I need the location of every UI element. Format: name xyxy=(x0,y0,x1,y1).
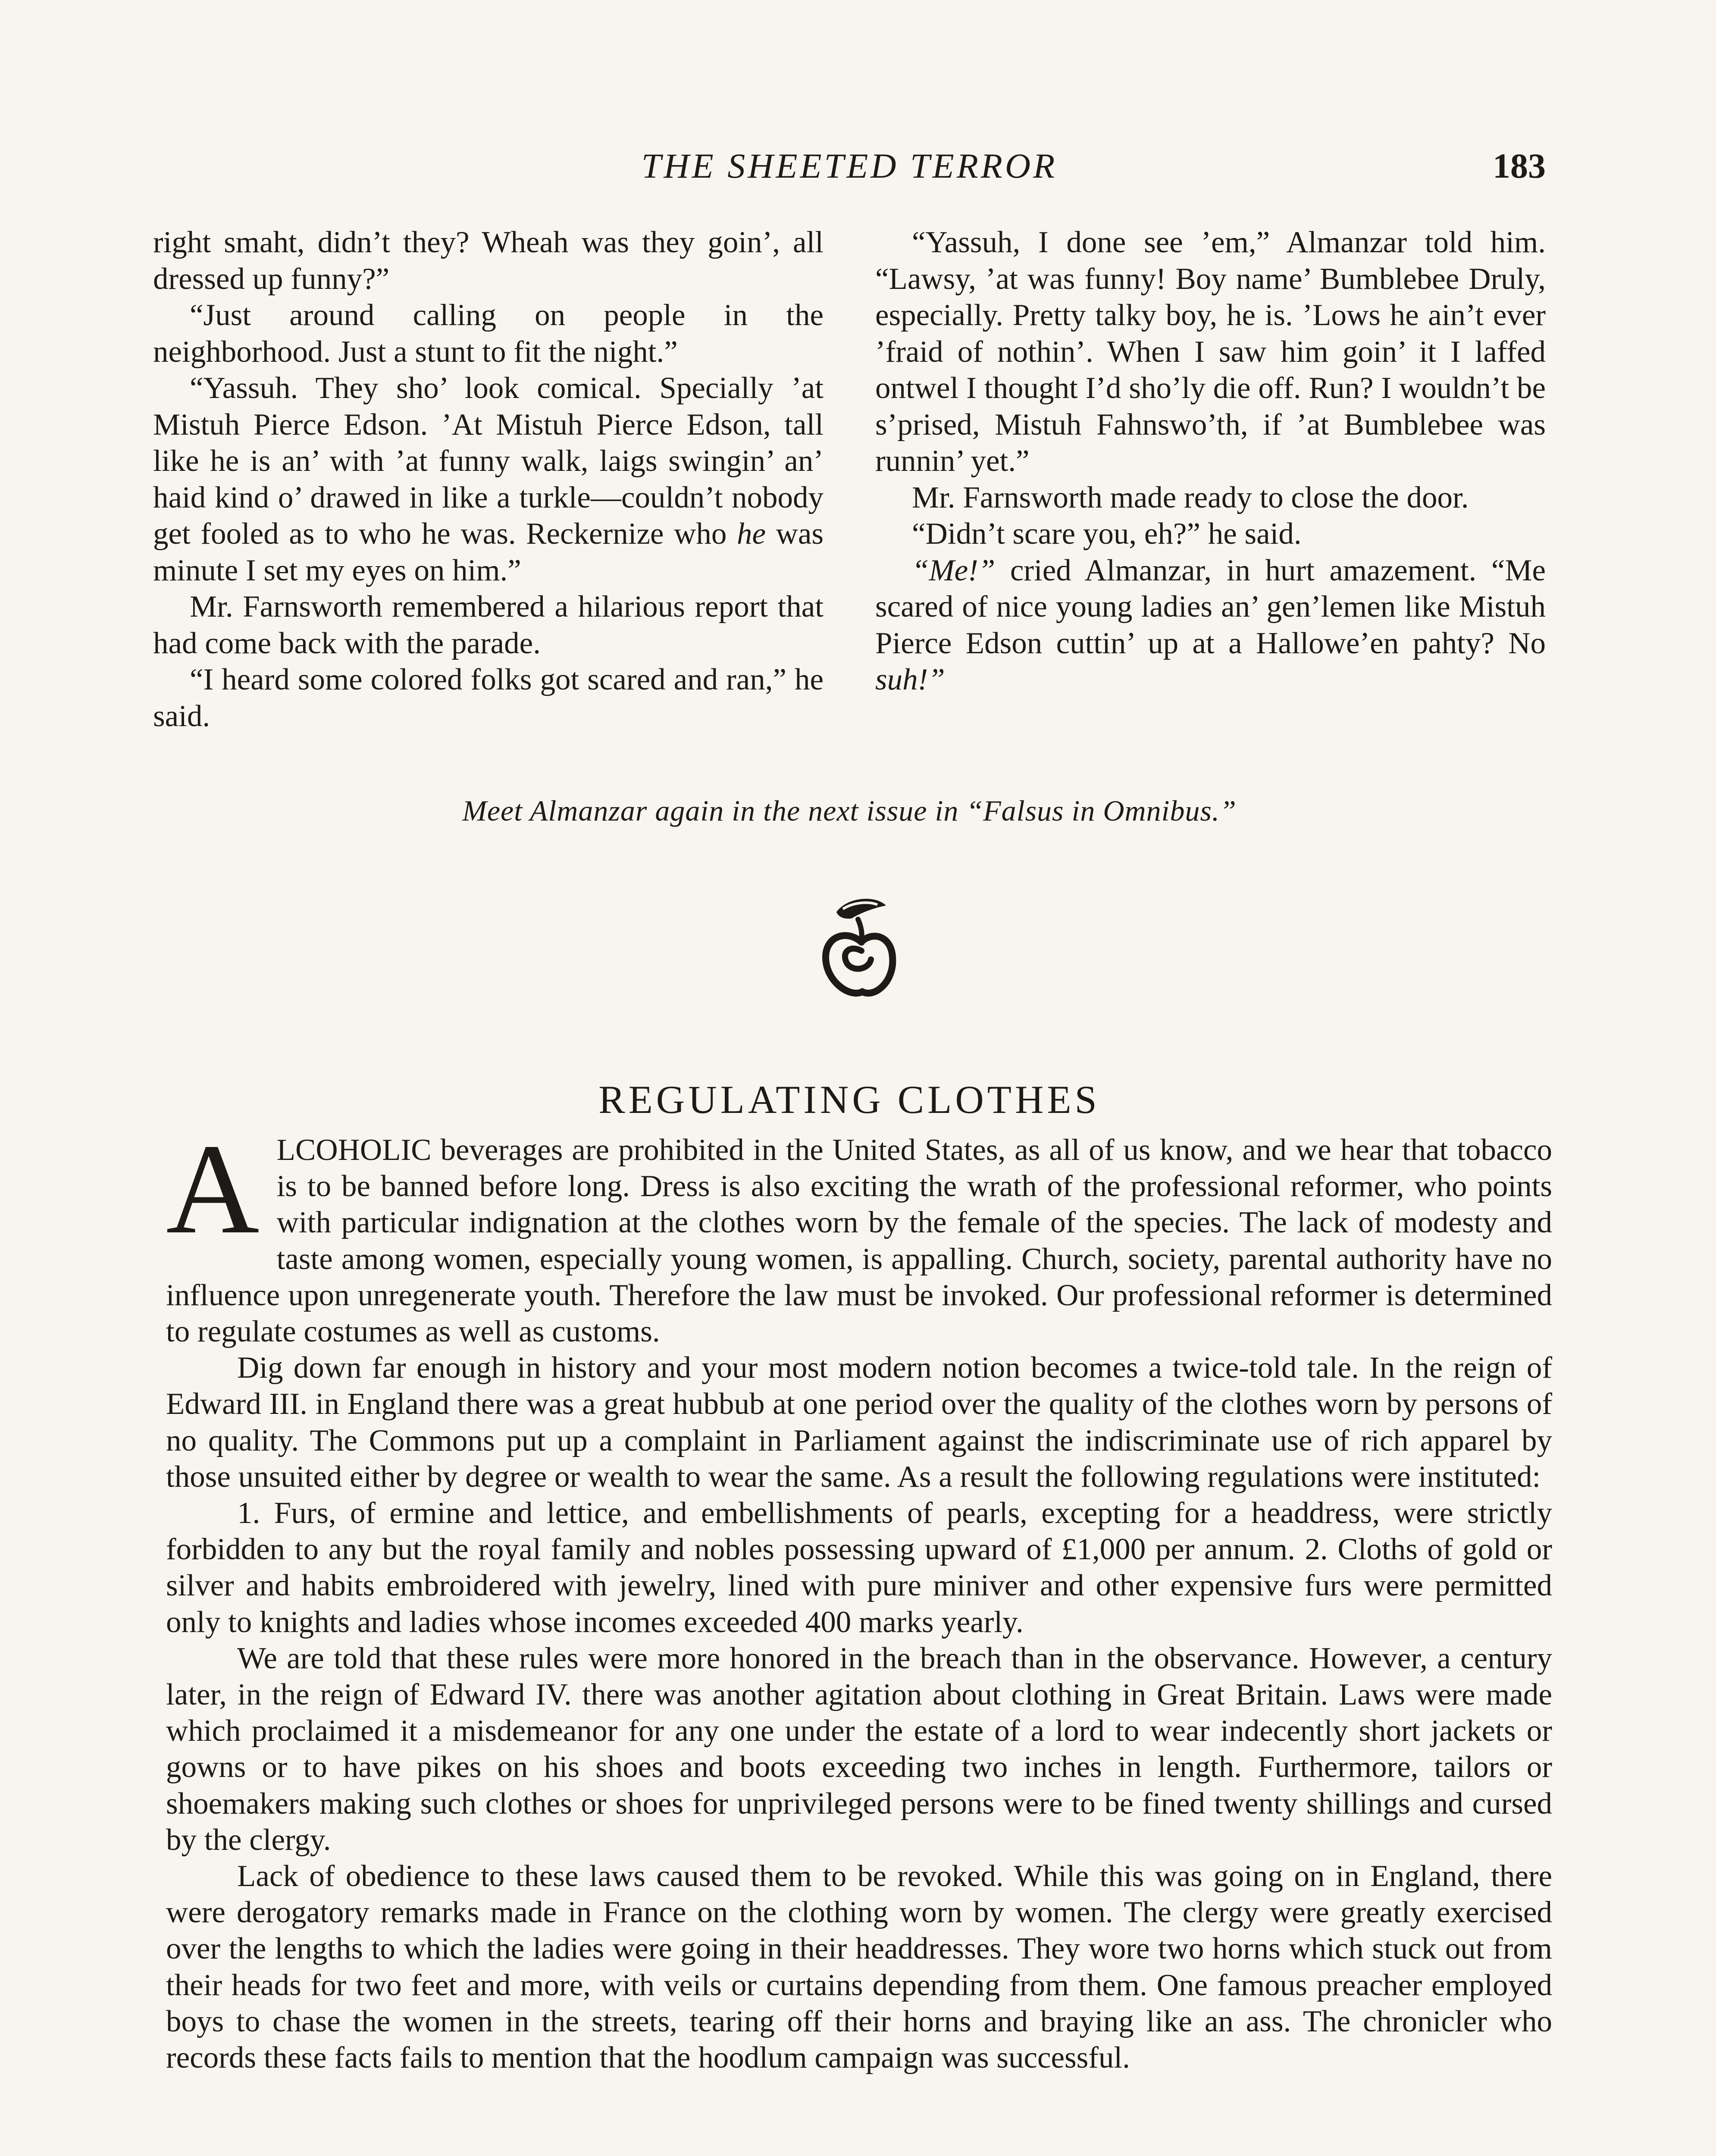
story-paragraph: “Didn’t scare you, eh?” he said. xyxy=(912,517,1302,551)
story-right-column xyxy=(875,224,1546,785)
apple-ornament-icon xyxy=(811,893,905,1005)
running-header xyxy=(153,142,1546,190)
story-left-column xyxy=(153,224,824,785)
story-emphasis: suh!” xyxy=(875,663,945,696)
story-paragraph: Mr. Farnsworth made ready to close the door. xyxy=(912,480,1469,514)
article-paragraph: We are told that these rules were more honored in the breach than in the observance. However, a century later, in the reign of Edward IV. there was another agitation about clothing in Great Britain. Laws were made which proclaimed it a misdemeanor for any one under the estate of a lord to wear indecently short jackets or gowns or to have pikes on his shoes and boots exceeding two inches in length. Furthermore, tailors or shoemakers making such clothes or shoes for unprivileged persons were to be fined twenty shillings and cursed by the clergy. xyxy=(166,1641,1552,1857)
article-paragraph: Lack of obedience to these laws caused them to be revoked. While this was going on in England, there were derogatory remarks made in France on the clothing worn by women. The clergy were greatly exercised over the lengths to which the ladies were going in their headdresses. They wore two horns which stuck out from their heads for two feet and more, with veils or curtains depending from them. One famous preacher employed boys to chase the women in the streets, tearing off their horns and braying like an ass. The chronicler who records these facts fails to mention that the hoodlum campaign was successful. xyxy=(166,1859,1552,2075)
story-text: cried Almanzar, in hurt amazement. “Me scared of nice young ladies an’ gen’lemen like Mistuh Pierce Edson cuttin’ up at a Hallowe’en pahty? No xyxy=(875,553,1546,660)
story-paragraph xyxy=(875,552,1546,698)
article-paragraph: 1. Furs, of ermine and lettice, and embellishments of pearls, excepting for a headdress, were strictly forbidden to any but the royal family and nobles possessing upward of £1,000 per annum. 2. Cloths of gold or silver and habits embroidered with jewelry, lined with pure miniver and other expensive furs were permitted only to knights and ladies whose incomes exceeded 400 marks yearly. xyxy=(166,1496,1552,1639)
article-text: LCOHOLIC beverages are prohibited in the United States, as all of us know, and we hear that tobacco is to be banned before long. Dress is also exciting the wrath of the professional reformer, who points with particular indignation at the clothes worn by the female of the species. The lack of modesty and taste among women, especially young women, is appalling. Church, society, parental authority have no influence upon unregenerate youth. Therefore the law must be invoked. Our professional reformer is determined to regulate costumes as well as customs. xyxy=(166,1133,1552,1349)
next-issue-note: Meet Almanzar again in the next issue in “Falsus in Omnibus.” xyxy=(462,794,1237,827)
story-emphasis: he xyxy=(736,517,766,551)
drop-cap: A xyxy=(166,1117,260,1260)
running-title: THE SHEETED TERROR xyxy=(641,146,1058,185)
story-paragraph xyxy=(153,370,824,589)
story-paragraph: “Yassuh, I done see ’em,” Almanzar told him. “Lawsy, ’at was funny! Boy name’ Bumblebee Druly, especially. Pretty talky boy, he is. ’Lows he ain’t ever ’fraid of nothin’. When I saw him goin’ it I laffed ontwel I thought I’d sho’ly die off. Run? I wouldn’t be s’prised, Mistuh Fahnswo’th, if ’at Bumblebee was runnin’ yet.” xyxy=(875,226,1546,478)
story-paragraph: “Just around calling on people in the neighborhood. Just a stunt to fit the night.” xyxy=(153,298,824,369)
story-paragraph: Mr. Farnsworth remembered a hilarious report that had come back with the parade. xyxy=(153,590,824,660)
article-paragraph: Dig down far enough in history and your most modern notion becomes a twice-told tale. In the reign of Edward III. in England there was a great hubbub at one period over the quality of the clothes worn by persons of no quality. The Commons put up a complaint in Parliament against the indiscriminate use of rich apparel by those unsuited either by degree or wealth to wear the same. As a result the following regulations were instituted: xyxy=(166,1351,1552,1494)
story-paragraph: right smaht, didn’t they? Wheah was they goin’, all dressed up funny?” xyxy=(153,226,824,296)
story-paragraph: “I heard some colored folks got scared and ran,” he said. xyxy=(153,663,824,733)
story-text: “Yassuh. They sho’ look comical. Specially ’at Mistuh Pierce Edson. ’At Mistuh Pierce Edson, tall like he is an’ with ’at funny walk, laigs swingin’ an’ haid kind o’ drawed in like a turkle—couldn’t nobody get fooled as to who he was. Reckernize who xyxy=(153,371,824,551)
article-body xyxy=(166,1117,1552,2076)
article-title: REGULATING CLOTHES xyxy=(598,1078,1100,1122)
story-emphasis: “Me!” xyxy=(912,553,996,587)
article-paragraph xyxy=(166,1117,1552,1350)
page-number: 183 xyxy=(1493,146,1546,185)
story-columns xyxy=(153,224,1546,785)
story-text: was minute I set my eyes on him.” xyxy=(153,517,824,587)
